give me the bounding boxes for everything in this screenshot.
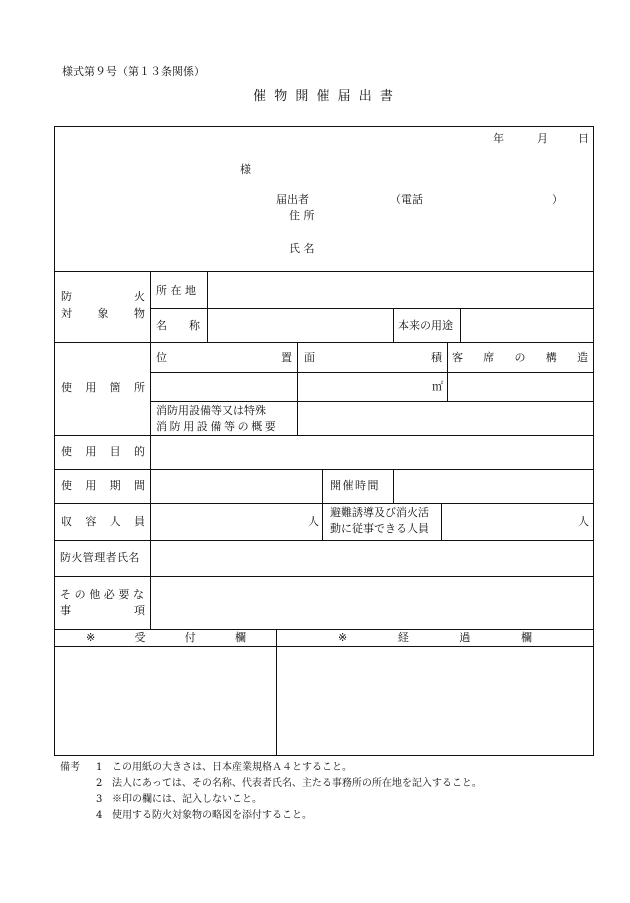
hours-label: 開催時間	[330, 479, 380, 492]
reception-column-label: ※ 受 付 欄	[86, 631, 246, 644]
note-3-number: 3	[96, 794, 103, 805]
fire-target-label-line1: 防 火	[61, 290, 145, 303]
notes-prefix: 備考	[60, 762, 80, 773]
line-other-end	[54, 629, 594, 630]
position-field[interactable]	[151, 373, 296, 400]
date-month-label: 月	[537, 132, 548, 145]
addressee-suffix: 様	[240, 163, 251, 176]
period-field[interactable]	[151, 470, 321, 502]
form-number: 様式第９号（第１３条関係）	[62, 65, 205, 78]
other-label-line1: その他必要な	[60, 588, 148, 601]
equipment-field[interactable]	[298, 402, 593, 434]
phone-close: ）	[552, 193, 563, 206]
staff-field[interactable]	[442, 504, 577, 539]
date-day-label: 日	[578, 132, 589, 145]
other-field[interactable]	[151, 577, 593, 628]
note-1-text: この用紙の大きさは、日本産業規格Ａ４とすること。	[112, 762, 352, 773]
reception-box	[55, 647, 275, 754]
phone-label: （電話	[390, 193, 423, 206]
original-use-label: 本来の用途	[398, 319, 453, 332]
fire-manager-field[interactable]	[151, 541, 593, 575]
vline-original-use-left	[393, 308, 394, 342]
period-label: 使 用 期 間	[61, 479, 145, 492]
vline-period-mid	[322, 469, 323, 503]
area-label: 面 積	[304, 351, 442, 364]
location-field[interactable]	[208, 272, 593, 307]
note-1-number: 1	[96, 762, 103, 773]
name-label: 氏 名	[289, 242, 315, 255]
line-fire-target-end	[54, 342, 594, 343]
capacity-label: 収 容 人 員	[61, 515, 145, 528]
note-4-text: 使用する防火対象物の略図を添付すること。	[112, 810, 312, 821]
staff-label-line1: 避難誘導及び消火活	[330, 506, 429, 519]
equipment-label-line2: 消防用設備等の概要	[156, 420, 279, 433]
fire-target-label-line2: 対 象 物	[61, 307, 145, 320]
note-2-number: 2	[96, 778, 103, 789]
date-year-label: 年	[493, 132, 504, 145]
note-2-text: 法人にあっては、その名称、代表者氏名、主たる事務所の所在地を記入すること。	[112, 778, 482, 789]
staff-unit: 人	[578, 515, 589, 528]
fire-manager-label: 防火管理者氏名	[60, 551, 140, 564]
applicant-label: 届出者	[276, 193, 309, 206]
capacity-field[interactable]	[151, 504, 311, 539]
note-3-text: ※印の欄には、記入しないこと。	[112, 794, 262, 805]
note-4-number: 4	[96, 810, 103, 821]
purpose-field[interactable]	[151, 436, 593, 468]
capacity-unit: 人	[308, 515, 319, 528]
location-label: 所 在 地	[156, 284, 196, 297]
area-field[interactable]	[298, 373, 446, 400]
progress-column-label: ※ 経 過 欄	[338, 631, 532, 644]
address-label: 住 所	[289, 209, 315, 222]
purpose-label: 使 用 目 的	[61, 445, 145, 458]
object-name-label: 名 称	[156, 319, 200, 332]
equipment-label-line1: 消防用設備等又は特殊	[156, 404, 266, 417]
page-title: 催 物 開 催 届 出 書	[253, 89, 395, 104]
area-unit: ㎡	[432, 380, 443, 393]
vline-capacity-mid	[322, 503, 323, 540]
other-label-line2: 事 項	[60, 604, 145, 617]
object-name-field[interactable]	[208, 309, 392, 341]
original-use-field[interactable]	[461, 309, 593, 341]
seating-field[interactable]	[448, 373, 593, 400]
staff-label-line2: 動に従事できる人員	[330, 522, 429, 535]
position-label: 位 置	[156, 351, 292, 364]
hours-field[interactable]	[394, 470, 593, 502]
usage-area-label: 使 用 箇 所	[61, 381, 145, 394]
progress-box	[277, 647, 592, 754]
seating-label: 客 席 の 構 造	[452, 351, 588, 364]
